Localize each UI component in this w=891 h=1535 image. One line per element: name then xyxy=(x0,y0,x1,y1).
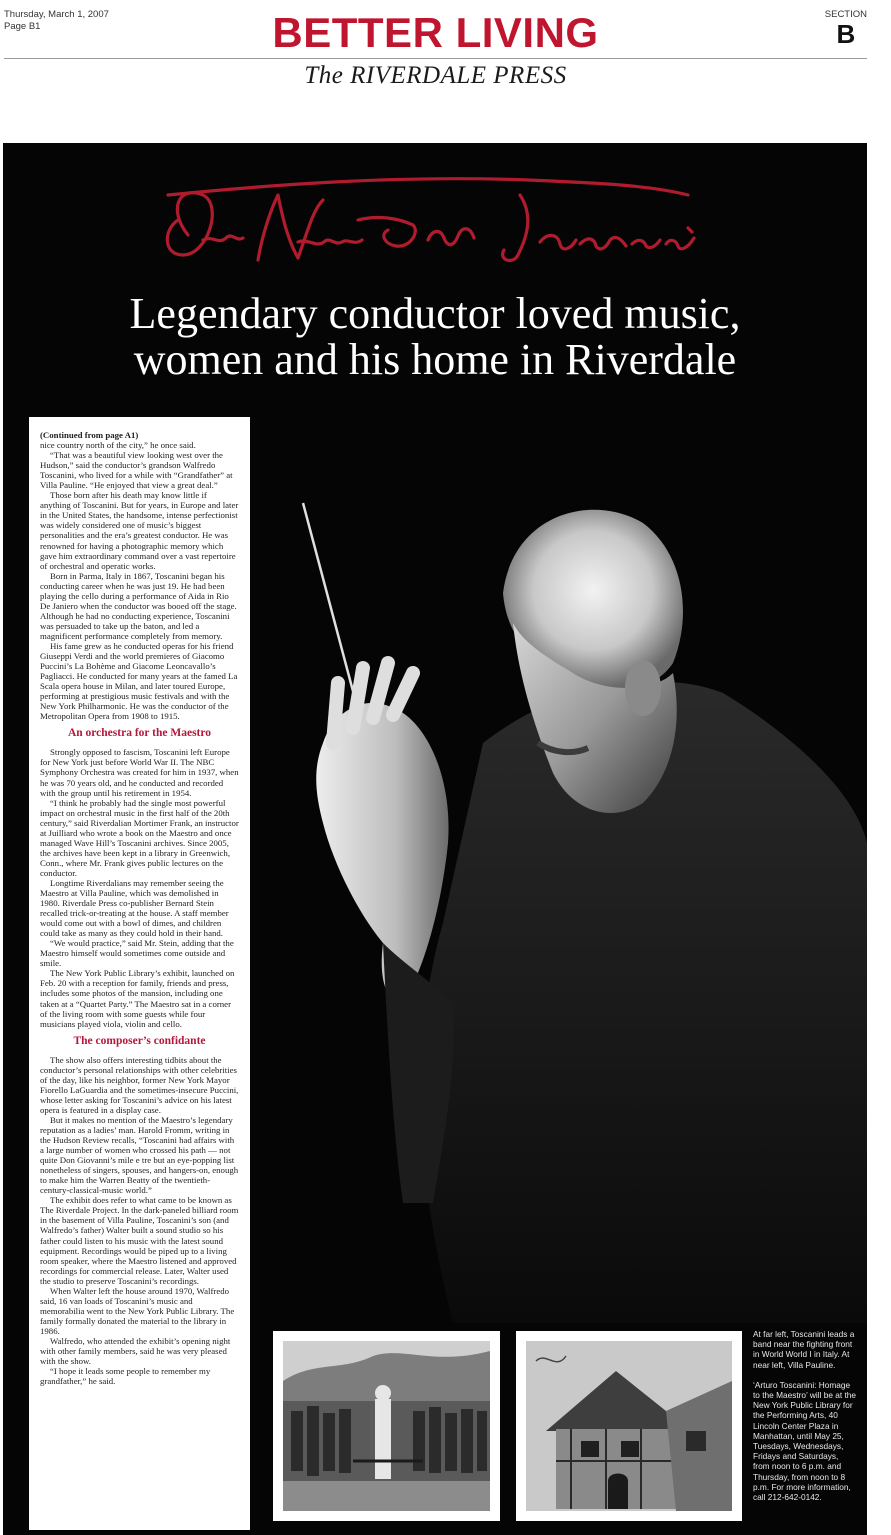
article-paragraph: The exhibit does refer to what came to be known as The Riverdale Project. In the dark-paneled billiard room in the basement of Villa Pauline, Toscanini’s son (and Walfredo’s father) Walter built a sound studio so his father could listen to his music with the latest sound equipment. Recordings would be piped up to a living room speaker, where the Maestro listened and approved recordings for commercial release. Later, Walter used the studio to preserve Toscanini’s recordings. xyxy=(40,1195,239,1286)
article-paragraph: The show also offers interesting tidbits about the conductor’s personal relationships with other celebrities of the day, like his neighbor, former New York Mayor Fiorello LaGuardia and the sometimes-insecure Puccini, whose letter asking for Toscanini’s advice on his latest opera is featured in a display case. xyxy=(40,1054,239,1115)
toscanini-signature-graphic xyxy=(148,160,728,280)
article-paragraph: But it makes no mention of the Maestro’s legendary reputation as a ladies’ man. Harold Fromm, writing in the Hudson Review recalls, “Toscanini had affairs with a large number of women who crossed his path — not quite Don Giovanni’s mile e tre but an eye-popping list nonetheless of singers, spouses, and hangers-on, enough to make him the Warren Beatty of the twentieth-century-classical-music world.” xyxy=(40,1114,239,1196)
section-label: SECTION xyxy=(824,9,867,20)
issue-date: Thursday, March 1, 2007 xyxy=(4,9,109,20)
article-body-column xyxy=(29,417,250,1530)
villa-pauline-photo xyxy=(526,1341,732,1511)
section-title: BETTER LIVING xyxy=(272,9,599,56)
paragraph-text: nice country north of the city,” he once said. xyxy=(40,440,196,451)
conductor-portrait-photo xyxy=(253,443,867,1323)
article-paragraph: “That was a beautiful view looking west over the Hudson,” said the conductor’s grandson Walfredo Toscanini, who lived for a while with “Grandfather” at Villa Pauline. “He enjoyed that view a great deal.” xyxy=(40,450,233,491)
article-paragraph: “We would practice,” said Mr. Stein, adding that the Maestro himself would sometimes come outside and smile. xyxy=(40,938,234,969)
feature-panel xyxy=(3,143,867,1535)
photo-caption xyxy=(753,1329,857,1512)
headline-line-2: women and his home in Riverdale xyxy=(133,335,737,384)
headline-line-1: Legendary conductor loved music, xyxy=(129,289,741,338)
article-paragraph: “I think he probably had the single most powerful impact on orchestral music in the first half of the 20th century,” said Riverdalian Mortimer Frank, an instructor at Juilliard who wrote a book on the Maestro and once managed Wave Hill’s Toscanini archives. Since 2005, the archives have been kept in a library in Greenwich, Conn., where Mr. Frank gives public lectures on the conductor. xyxy=(40,797,239,878)
villa-photo-frame xyxy=(516,1331,742,1521)
article-paragraph: Born in Parma, Italy in 1867, Toscanini began his conducting career when he was just 19. He had been playing the cello during a performance of Aida in Rio De Janiero when the conductor was booed off the stage. Although he had no conducting experience, Toscanini was persuaded to take up the baton, and led a magnificent performance completely from memory. xyxy=(40,570,237,641)
subhead-orchestra: An orchestra for the Maestro xyxy=(67,727,212,740)
newspaper-name: The RIVERDALE PRESS xyxy=(304,62,567,89)
section-indicator xyxy=(825,9,867,47)
article-paragraph: Those born after his death may know little if anything of Toscanini. But for years, in Europe and later in the United States, the handsome, intense perfectionist was widely considered one of music’s biggest personalities and the era’s greatest conductor. He was renowned for having a photographic memory which gave him extraordinary command over a vast repertoire of orchestral and operatic works. xyxy=(40,490,239,571)
article-paragraph xyxy=(40,430,239,450)
article-paragraph: Strongly opposed to fascism, Toscanini left Europe for New York just before World War II. The NBC Symphony Orchestra was created for him in 1937, when he was 70 years old, and he conducted and recorded with the group until his retirement in 1954. xyxy=(40,747,239,798)
caption-photos: At far left, Toscanini leads a band near the fighting front in World World I in Italy. At near left, Villa Pauline. xyxy=(753,1329,855,1370)
band-wwi-photo xyxy=(283,1341,490,1511)
article-paragraph: “I hope it leads some people to remember my grandfather,” he said. xyxy=(40,1366,211,1387)
page-number: Page B1 xyxy=(4,21,41,32)
article-paragraph: When Walter left the house around 1970, Walfredo said, 16 van loads of Toscanini’s music and memorabilia went to the New York Public Library. The family formally donated the material to the library in 1986. xyxy=(40,1285,235,1336)
subhead-confidante: The composer’s confidante xyxy=(73,1034,206,1047)
article-paragraph: Longtime Riverdalians may remember seeing the Maestro at Villa Pauline, which was demolished in 1980. Riverdale Press co-publisher Bernard Stein recalled trick-or-treating at the house. A staff member would come out with a bowl of dimes, and children could take as many as they could hold in their hand. xyxy=(40,877,229,939)
caption-exhibit-info: ‘Arturo Toscanini: Homage to the Maestro’ will be at the New York Public Library for the Performing Arts, 40 Lincoln Center Plaza in Manhattan, until May 25, Tuesdays, Wednesdays, Fridays and Saturdays, from noon to 6 p.m. and Thursday, from noon to 8 p.m. For more information, call 212-642-0142. xyxy=(753,1379,856,1503)
feature-headline xyxy=(23,291,847,383)
article-paragraph: The New York Public Library’s exhibit, launched on Feb. 20 with a reception for family, friends and press, includes some photos of the mansion, including one taken at a “Quartet Party.” The Maestro sat in a corner of the living room with some guests while four musicians played viola, violin and cello. xyxy=(40,968,235,1029)
continued-from-line: (Continued from page A1) xyxy=(40,430,139,440)
article-paragraph: His fame grew as he conducted operas for his friend Giuseppi Verdi and the world premieres of Giacomo Puccini’s La Bohème and Giacome Leoncavallo’s Pagliacci. He conducted for many years at the famed La Scala opera house in Milan, and later toured Europe, performing at prestigious music festivals and with the New York Philharmonic. He was the conductor of the Metropolitan Opera from 1908 to 1915. xyxy=(40,640,238,722)
article-paragraph: Walfredo, who attended the exhibit’s opening night with other family members, said he was very pleased with the show. xyxy=(40,1335,231,1367)
band-photo-frame xyxy=(273,1331,500,1521)
masthead-divider xyxy=(4,58,867,59)
section-letter: B xyxy=(836,19,856,49)
